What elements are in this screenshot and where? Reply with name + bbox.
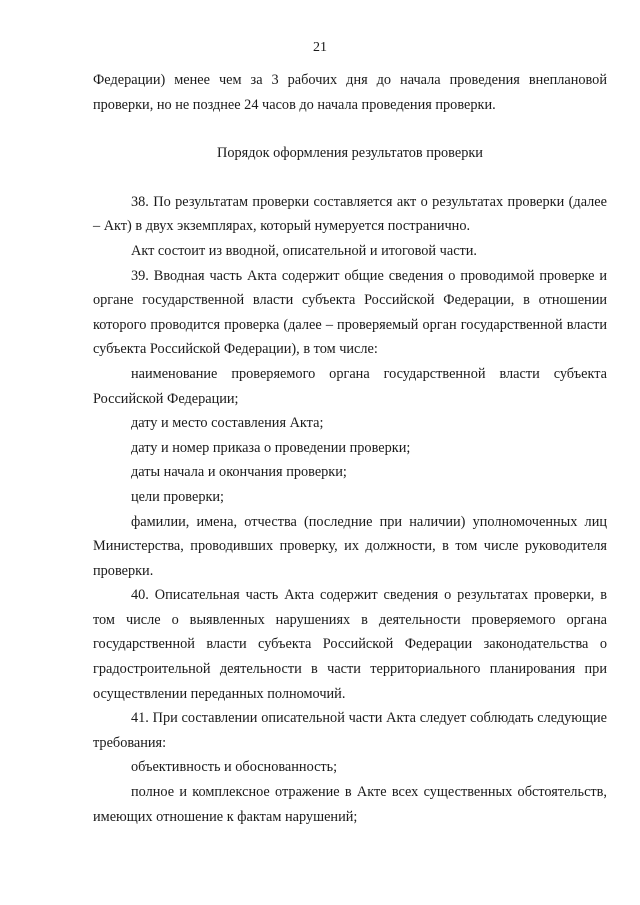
- list-item: дату и место составления Акта;: [131, 415, 324, 432]
- list-item: цели проверки;: [131, 488, 225, 505]
- section-heading: Порядок оформления результатов проверки: [217, 145, 483, 162]
- paragraph-act-parts: Акт состоит из вводной, описательной и итоговой части.: [131, 242, 478, 259]
- list-item: фамилии, имена, отчества (последние при наличии) уполномоченных лиц Министерства, проводивших проверку, их должности, в том числе руководителя проверки.: [93, 513, 607, 579]
- paragraph-40: 40. Описательная часть Акта содержит сведения о результатах проверки, в том числе о выявленных нарушениях в деятельности проверяемого органа государственной власти субъекта Российской Федерации законодательства о градостроительной деятельности в части территориального планирования при осуществлении переданных полномочий.: [93, 587, 607, 702]
- list-item: даты начала и окончания проверки;: [131, 464, 347, 481]
- list-item: наименование проверяемого органа государственной власти субъекта Российской Федерации;: [93, 365, 607, 407]
- continuation-paragraph: Федерации) менее чем за 3 рабочих дня до начала проведения внеплановой проверки, но не позднее 24 часов до начала проведения проверки.: [93, 72, 607, 113]
- list-item: объективность и обоснованность;: [131, 759, 338, 776]
- paragraph-39: 39. Вводная часть Акта содержит общие сведения о проводимой проверке и органе государственной власти субъекта Российской Федерации, в отношении которого проводится проверка (далее – проверяемый орган государственной власти субъекта Российской Федерации), в том числе:: [93, 267, 607, 358]
- page-number: 21: [313, 40, 327, 55]
- paragraph-38: 38. По результатам проверки составляется акт о результатах проверки (далее – Акт) в двух экземплярах, который нумеруется постранично.: [93, 193, 607, 235]
- document-body: [93, 68, 607, 829]
- list-item: полное и комплексное отражение в Акте всех существенных обстоятельств, имеющих отношение к фактам нарушений;: [93, 784, 607, 825]
- paragraph-41: 41. При составлении описательной части Акта следует соблюдать следующие требования:: [93, 710, 607, 751]
- list-item: дату и номер приказа о проведении проверки;: [131, 439, 411, 456]
